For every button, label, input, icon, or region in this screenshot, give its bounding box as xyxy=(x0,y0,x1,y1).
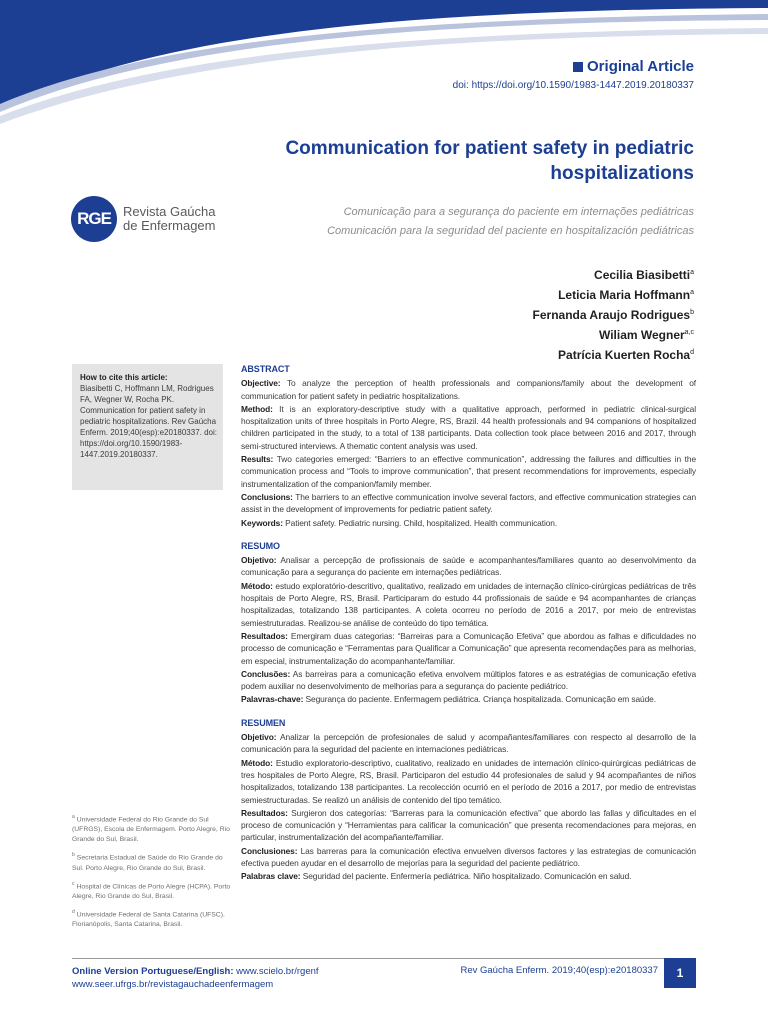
resumo-objective: Objetivo: Analisar a percepção de profissionais de saúde e acompanhantes/familiares quanto ao desenvolvimento da comunicação para a segurança do paciente em internações pediátricas. xyxy=(241,555,697,578)
resumen-conclusions: Conclusiones: Las barreras para la comunicación efectiva envuelven diversos factores y las estrategias de comunicación efectiva pueden ayudar en el desarrollo de mejorías para la seguridad del paciente pediátrico. xyxy=(241,845,696,868)
rge-logo-icon: RGE xyxy=(71,196,117,242)
resumen-keywords: Palabras clave: Seguridad del paciente. Enfermería pediátrica. Niño hospitalizado. Comunicación en salud. xyxy=(241,871,632,882)
abstract-keywords: Keywords: Patient safety. Pediatric nursing. Child, hospitalized. Health communication. xyxy=(241,517,558,528)
author: Cecilia Biasibetti$^a$ xyxy=(594,268,694,282)
journal-name-line1: Revista Gaúcha xyxy=(123,204,216,219)
resumo-results: Resultados: Emergiram duas categorias: “Barreiras para a Comunicação Efetiva” que abordou as falhas e dificuldades no processo de comunicação e “Ferramentas para Qualificar a Comunicação” que apresenta recomendações para as melhorias, em especial, instrumentalização do acompanhante/familiar. xyxy=(241,630,697,666)
footer-links xyxy=(72,965,319,991)
article-title: Communication for patient safety in pediatric hospitalizations xyxy=(285,138,694,184)
how-to-cite-text: Biasibetti C, Hoffmann LM, Rodrigues FA, Wegner W, Rocha PK. Communication for patient safety in pediatric hospitalizations. Rev Gaúcha Enferm. 2019;40(esp):e20180337. doi: https://doi.org/10.1590/1983-1447.2019.20180337. xyxy=(80,384,217,459)
header-swoosh-decoration xyxy=(0,0,768,150)
author-list xyxy=(533,264,694,364)
footer-citation: Rev Gaúcha Enferm. 2019;40(esp):e20180337 xyxy=(460,965,658,976)
resumo-keywords: Palavras-chave: Segurança do paciente. Enfermagem pediátrica. Criança hospitalizada. Comunicação em saúde. xyxy=(241,694,656,705)
abstracts-column xyxy=(241,363,696,884)
page-number: 1 xyxy=(664,958,696,988)
author: Fernanda Araujo Rodrigues$^b$ xyxy=(532,308,694,322)
resumen-heading: RESUMEN xyxy=(241,717,286,728)
scielo-link[interactable]: www.scielo.br/rgenf xyxy=(236,966,319,977)
square-icon xyxy=(573,62,583,72)
affiliation: $^d$ Universidade Federal de Santa Catarina (UFSC). Florianópolis, Santa Catarina, Brasil. xyxy=(72,908,225,929)
abstract-heading: ABSTRACT xyxy=(241,364,290,374)
abstract-objective: Objective: To analyze the perception of health professionals and companions/family about the development of communication for patient safety in pediatric hospitalizations. xyxy=(241,378,696,401)
abstract-method: Method: It is an exploratory-descriptive study with a qualitative approach, performed in pediatric clinical-surgical hospitalization units of three hospitals in Porto Alegre, RS, Brazil. 44 health professionals and 94 companions of hospitalized children participated in the study, to a total of 138 participants. Data collection took place between 2016 and 2017, through semi-structured interviews. A thematic content analysis was used. xyxy=(241,403,696,451)
resumen-objective: Objetivo: Analizar la percepción de profesionales de salud y acompañantes/familiares con respecto al desarrollo de la comunicación para la seguridad del paciente en internaciones pediátricas. xyxy=(241,732,697,755)
how-to-cite-heading: How to cite this article: xyxy=(80,373,168,382)
resumo-heading: RESUMO xyxy=(241,540,280,551)
article-type-label xyxy=(573,58,694,75)
journal-name xyxy=(123,205,216,233)
journal-logo xyxy=(71,196,216,242)
journal-name-line2: de Enfermagem xyxy=(123,218,216,233)
affiliations xyxy=(72,812,232,935)
doi-link[interactable]: doi: https://doi.org/10.1590/1983-1447.2019.20180337 xyxy=(452,80,694,91)
affiliation: $^c$ Hospital de Clínicas de Porto Alegre (HCPA). Porto Alegre, Rio Grande do Sul, Brasil. xyxy=(72,880,231,900)
author: Leticia Maria Hoffmann$^a$ xyxy=(558,288,694,302)
author: Wiliam Wegner$^{a,c}$ xyxy=(598,328,694,342)
resumo-conclusions: Conclusões: As barreiras para a comunicação efetiva envolvem múltiplos fatores e as estratégias de comunicação efetiva podem auxiliar no desenvolvimento de melhorias para a segurança do paciente pediátrico. xyxy=(241,668,697,692)
author: Patrícia Kuerten Rocha$^d$ xyxy=(558,348,694,362)
article-type-text: Original Article xyxy=(587,58,694,75)
footer-divider xyxy=(72,958,696,959)
abstract-conclusions: Conclusions: The barriers to an effective communication involve several factors, and effective communication strategies can assist in the development of improvements for pediatric patient safety. xyxy=(241,491,697,515)
online-version-label: Online Version Portuguese/English: xyxy=(72,966,234,977)
how-to-cite-box xyxy=(72,364,223,490)
seer-link[interactable]: www.seer.ufrgs.br/revistagauchadeenfermagem xyxy=(72,979,274,990)
affiliation: $^a$ Universidade Federal do Rio Grande do Sul (UFRGS), Escola de Enfermagem. Porto Alegre, Rio Grande do Sul, Brasil. xyxy=(72,814,230,844)
resumen-results: Resultados: Surgieron dos categorías: “Barreras para la comunicación efectiva” que abordo las fallas y dificultades en el proceso de comunicación y “Herramientas para calificar la comunicación” que presenta recomendaciones para mejoras, en particular, instrumentalización del acompañante/familiar. xyxy=(241,807,697,843)
alt-title-portuguese: Comunicação para a segurança do paciente em internações pediátricas xyxy=(343,206,694,218)
resumo-method: Método: estudo exploratório-descritivo, qualitativo, realizado em unidades de internação clínico-cirúrgicas pediátricas de três hospitais de Porto Alegre, RS, Brasil. Participaram do estudo 44 profissionais de saúde e 94 acompanhantes de crianças hospitalizadas, totalizando 138 participantes. A coleta ocorreu no período de 2016 a 2017, por meio de entrevistas semiestruturadas. Realizou-se análise de conteúdo do tipo temática. xyxy=(241,580,696,628)
abstract-results: Results: Two categories emerged: “Barriers to an effective communication”, addressing the failures and difficulties in the communication process and “Tools to improve communication”, that present recommendations for improvements, especially instrumentalization of the companion/family member. xyxy=(241,454,697,489)
alt-title-spanish: Comunicación para la seguridad del paciente en hospitalización pediátricas xyxy=(327,225,694,237)
affiliation: $^b$ Secretaria Estadual de Saúde do Rio Grande do Sul. Porto Alegre, Rio Grande do Sul, Brasil. xyxy=(72,852,223,872)
resumen-method: Método: Estudio exploratorio-descriptivo, cualitativo, realizado en unidades de internación clínico-quirúrgicas pediátricas de tres hospitales de Porto Alegre, RS, Brasil. Participaron del estudio 44 profesionales de salud y 94 acompañantes de niños hospitalizados, totalizando 138 participantes. La recolección ocurrió en el período de 2016 a 2017, por medio de entrevistas semiestructuradas. Se realizó un análisis de contenido del tipo temático. xyxy=(241,757,696,805)
